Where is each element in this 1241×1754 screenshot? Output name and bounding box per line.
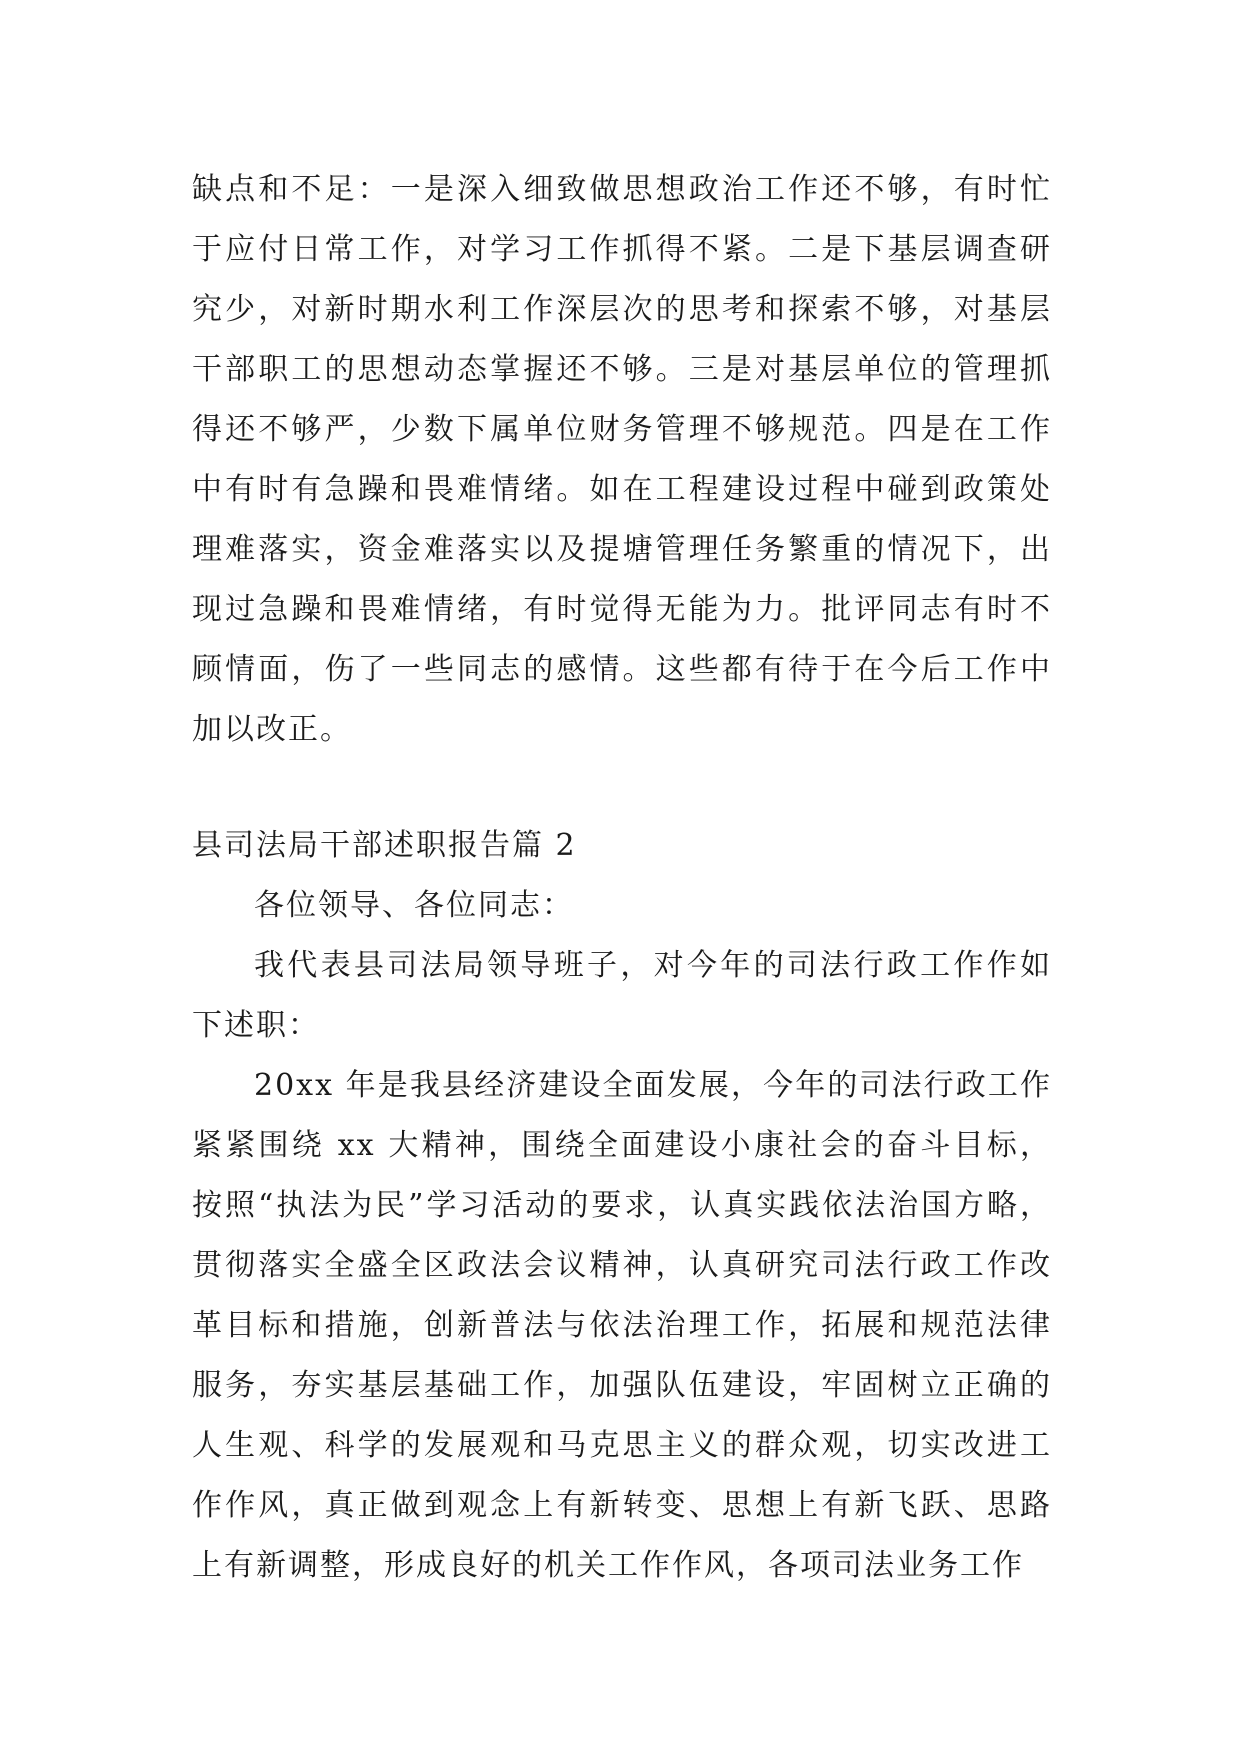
document-page (192, 160, 1052, 1596)
salutation: 各位领导、各位同志： (254, 888, 574, 923)
section-title: 县司法局干部述职报告篇 2 (192, 828, 577, 863)
paragraph-intro: 我代表县司法局领导班子，对今年的司法行政工作作如下述职： (192, 948, 1052, 1043)
paragraph-overview: 20xx 年是我县经济建设全面发展，今年的司法行政工作紧紧围绕 xx 大精神，围绕全面建设小康社会的奋斗目标，按照“执法为民”学习活动的要求，认真实践依法治国方略，贯彻落实全盛全区政法会议精神，认真研究司法行政工作改革目标和措施，创新普法与依法治理工作，拓展和规范法律服务，夯实基层基础工作，加强队伍建设，牢固树立正确的人生观、科学的发展观和马克思主义的群众观，切实改进工作作风，真正做到观念上有新转变、思想上有新飞跃、思路上有新调整，形成良好的机关工作作风，各项司法业务工作 (192, 1068, 1052, 1583)
paragraph-shortcomings: 缺点和不足：一是深入细致做思想政治工作还不够，有时忙于应付日常工作，对学习工作抓得不紧。二是下基层调查研究少，对新时期水利工作深层次的思考和探索不够，对基层干部职工的思想动态掌握还不够。三是对基层单位的管理抓得还不够严，少数下属单位财务管理不够规范。四是在工作中有时有急躁和畏难情绪。如在工程建设过程中碰到政策处理难落实，资金难落实以及提塘管理任务繁重的情况下，出现过急躁和畏难情绪，有时觉得无能为力。批评同志有时不顾情面，伤了一些同志的感情。这些都有待于在今后工作中加以改正。 (192, 172, 1052, 747)
